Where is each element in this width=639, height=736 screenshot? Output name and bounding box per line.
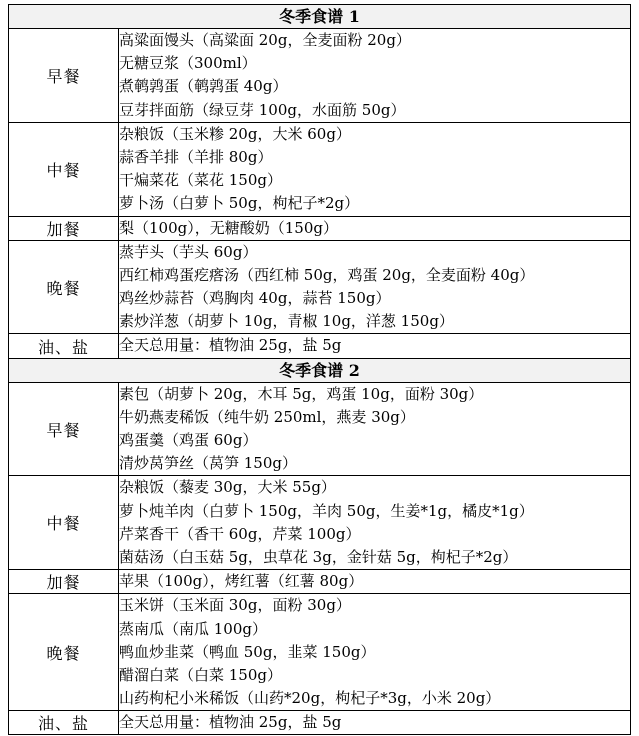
menu-title-row: [9, 5, 631, 29]
food-item: 西红柿鸡蛋疙瘩汤（西红柿 50g，鸡蛋 20g，全麦面粉 40g）: [119, 265, 535, 284]
meal-row: [9, 570, 631, 594]
food-item: 鸡蛋羹（鸡蛋 60g）: [119, 431, 258, 449]
meal-items: [119, 122, 631, 216]
meal-items: [119, 240, 631, 334]
meal-row: [9, 122, 631, 216]
meal-name: 中餐: [9, 122, 119, 216]
diet-menu-table: [8, 4, 631, 735]
meal-row: [9, 711, 631, 735]
food-item: 醋溜白菜（白菜 150g）: [119, 665, 283, 684]
meal-name: 油、盐: [9, 334, 119, 358]
meal-name: 早餐: [9, 29, 119, 123]
meal-name: 加餐: [9, 570, 119, 594]
meal-items: [119, 29, 631, 123]
meal-items: [119, 382, 631, 476]
meal-items: [119, 334, 631, 358]
food-item: 山药枸杞小米稀饭（山药*20g，枸杞子*3g，小米 20g）: [119, 689, 501, 708]
menu-title: 冬季食谱 2: [9, 358, 631, 382]
meal-row: [9, 594, 631, 711]
food-item: 梨（100g），无糖酸奶（150g）: [119, 218, 338, 237]
food-item: 清炒莴笋丝（莴笋 150g）: [119, 454, 298, 473]
food-item: 素炒洋葱（胡萝卜 10g，青椒 10g，洋葱 150g）: [119, 312, 454, 331]
food-item: 萝卜汤（白萝卜 50g，枸杞子*2g）: [119, 194, 360, 213]
meal-items: [119, 594, 631, 711]
food-item: 萝卜炖羊肉（白萝卜 150g，羊肉 50g，生姜*1g，橘皮*1g）: [119, 501, 534, 520]
menu-title: 冬季食谱 1: [9, 5, 631, 29]
food-item: 鸭血炒韭菜（鸭血 50g，韭菜 150g）: [119, 642, 376, 661]
food-item: 高粱面馒头（高粱面 20g，全麦面粉 20g）: [119, 31, 411, 49]
meal-row: [9, 334, 631, 358]
meal-row: [9, 382, 631, 476]
meal-items: [119, 476, 631, 570]
food-item: 全天总用量：植物油 25g，盐 5g: [119, 336, 342, 355]
meal-name: 加餐: [9, 216, 119, 240]
meal-row: [9, 240, 631, 334]
meal-name: 油、盐: [9, 711, 119, 735]
food-item: 干煸菜花（菜花 150g）: [119, 171, 283, 190]
meal-items: [119, 570, 631, 594]
food-item: 杂粮饭（玉米糁 20g，大米 60g）: [119, 124, 351, 143]
meal-name: 早餐: [9, 382, 119, 476]
menu-table-body: [9, 5, 631, 735]
food-item: 素包（胡萝卜 20g，木耳 5g，鸡蛋 10g，面粉 30g）: [119, 384, 484, 403]
food-item: 牛奶燕麦稀饭（纯牛奶 250ml，燕麦 30g）: [119, 407, 415, 426]
meal-row: [9, 476, 631, 570]
food-item: 蒜香羊排（羊排 80g）: [119, 147, 273, 166]
food-item: 玉米饼（玉米面 30g，面粉 30g）: [119, 596, 351, 615]
food-item: 菌菇汤（白玉菇 5g，虫草花 3g，金针菇 5g，枸杞子*2g）: [119, 547, 518, 566]
meal-name: 中餐: [9, 476, 119, 570]
food-item: 苹果（100g），烤红薯（红薯 80g）: [119, 572, 364, 591]
meal-items: [119, 216, 631, 240]
menu-title-row: [9, 358, 631, 382]
food-item: 鸡丝炒蒜苔（鸡胸肉 40g，蒜苔 150g）: [119, 289, 391, 308]
food-item: 杂粮饭（藜麦 30g，大米 55g）: [119, 478, 336, 497]
meal-name: 晚餐: [9, 594, 119, 711]
food-item: 蒸南瓜（南瓜 100g）: [119, 619, 268, 638]
meal-row: [9, 29, 631, 123]
food-item: 无糖豆浆（300ml）: [119, 54, 257, 73]
food-item: 豆芽拌面筋（绿豆芽 100g，水面筋 50g）: [119, 100, 406, 119]
food-item: 全天总用量：植物油 25g，盐 5g: [119, 713, 342, 732]
meal-name: 晚餐: [9, 240, 119, 334]
meal-row: [9, 216, 631, 240]
food-item: 煮鹌鹑蛋（鹌鹑蛋 40g）: [119, 77, 288, 96]
food-item: 芹菜香干（香干 60g，芹菜 100g）: [119, 524, 361, 543]
food-item: 蒸芋头（芋头 60g）: [119, 242, 258, 261]
meal-items: [119, 711, 631, 735]
